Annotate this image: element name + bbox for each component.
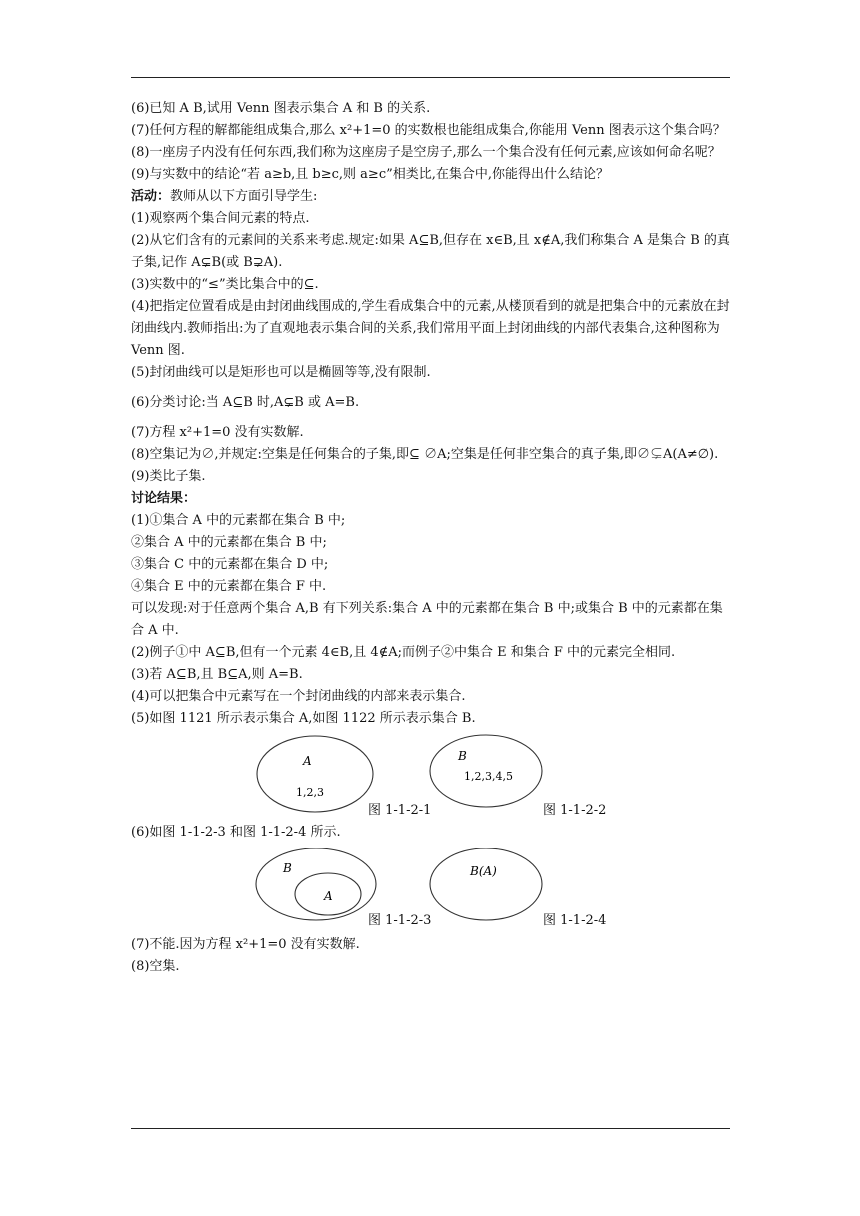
top-rule (131, 77, 730, 78)
text-line: (9)与实数中的结论“若 a≥b,且 b≥c,则 a≥c”相类比,在集合中,你能得出什么结论？ (131, 167, 610, 182)
caption-fig-1-1-2-1: 图 1-1-2-1 (368, 803, 432, 818)
text-line: (8)一座房子内没有任何东西,我们称为这座房子是空房子,那么一个集合没有任何元素,应该如何命名呢？ (131, 145, 721, 160)
text-line: (8)空集记为∅,并规定:空集是任何集合的子集,即⊆ ∅A;空集是任何非空集合的真子集,即∅⊊A(A≠∅). (131, 447, 719, 462)
venn-label-outer-b: B (283, 861, 292, 875)
text-line: (1)①集合 A 中的元素都在集合 B 中; (131, 513, 346, 528)
text-line: (1)观察两个集合间元素的特点. (131, 211, 310, 226)
text-line: (3)实数中的“≤”类比集合中的⊆. (131, 277, 319, 292)
question-block (131, 98, 730, 384)
caption-fig-1-1-2-3: 图 1-1-2-3 (368, 913, 432, 928)
text-line: ③集合 C 中的元素都在集合 D 中; (131, 557, 329, 572)
tail-block (131, 934, 730, 978)
text-line: (6)已知 A B,试用 Venn 图表示集合 A 和 B 的关系. (131, 101, 431, 116)
text-line: (4)可以把集合中元素写在一个封闭曲线的内部来表示集合. (131, 689, 466, 704)
venn-ellipse-a (257, 736, 373, 812)
venn-ellipse-outer-b (256, 848, 376, 920)
text-line: (8)空集. (131, 959, 180, 974)
text-line: (7)任何方程的解都能组成集合,那么 x²+1=0 的实数根也能组成集合,你能用 Venn 图表示这个集合吗？ (131, 123, 726, 138)
text-line: 可以发现:对于任意两个集合 A,B 有下列关系:集合 A 中的元素都在集合 B 中;或集合 B 中的元素都在集合 A 中. (131, 601, 723, 638)
text-line: (3)若 A⊆B,且 B⊆A,则 A=B. (131, 667, 303, 682)
figure-row-2 (131, 848, 730, 928)
text-line (131, 186, 730, 208)
figure-row-1 (131, 734, 730, 816)
text-line: (7)方程 x²+1=0 没有实数解. (131, 425, 304, 440)
line-text: 教师从以下方面引导学生: (170, 189, 318, 204)
text-line: (2)例子①中 A⊆B,但有一个元素 4∈B,且 4∉A;而例子②中集合 E 和集合 F 中的元素完全相同. (131, 645, 676, 660)
bottom-rule (131, 1128, 730, 1129)
bold-heading: 活动： (131, 189, 171, 204)
venn-label-a: A (303, 754, 312, 768)
venn-ellipse-equal (430, 848, 542, 920)
venn-elems-b: 1,2,3,4,5 (464, 770, 513, 783)
venn-label-inner-a: A (324, 889, 333, 903)
text-line: (5)封闭曲线可以是矩形也可以是椭圆等等,没有限制. (131, 365, 431, 380)
answer-block (131, 422, 730, 730)
text-line: (4)把指定位置看成是由封闭曲线围成的,学生看成集合中的元素,从楼顶看到的就是把集合中的元素放在封闭曲线内.教师指出:为了直观地表示集合间的关系,我们常用平面上封闭曲线的内部代表集合,这种图称为 Venn 图. (131, 299, 730, 358)
caption-fig-1-1-2-2: 图 1-1-2-2 (543, 803, 607, 818)
bold-heading: 讨论结果： (131, 491, 197, 506)
text-line: (6)分类讨论:当 A⊆B 时,A⊊B 或 A=B. (131, 395, 360, 410)
text-line: ②集合 A 中的元素都在集合 B 中; (131, 535, 327, 550)
caption-fig-1-1-2-4: 图 1-1-2-4 (543, 913, 607, 928)
document-body (131, 98, 730, 978)
venn-label-b: B (458, 749, 467, 763)
answer-6 (131, 392, 730, 414)
text-line: (2)从它们含有的元素间的关系来考虑.规定:如果 A⊆B,但存在 x∈B,且 x∉A,我们称集合 A 是集合 B 的真子集,记作 A⊊B(或 B⊋A). (131, 233, 730, 270)
venn-elems-a: 1,2,3 (296, 786, 324, 799)
text-line (131, 488, 730, 510)
text-line: (9)类比子集. (131, 469, 206, 484)
text-line: (7)不能.因为方程 x²+1=0 没有实数解. (131, 937, 360, 952)
text-line: ④集合 E 中的元素都在集合 F 中. (131, 579, 327, 594)
text-line: (5)如图 1121 所示表示集合 A,如图 1122 所示表示集合 B. (131, 711, 476, 726)
answer-6b: (6)如图 1-1-2-3 和图 1-1-2-4 所示. (131, 825, 341, 840)
venn-label-equal: B(A) (470, 864, 497, 878)
